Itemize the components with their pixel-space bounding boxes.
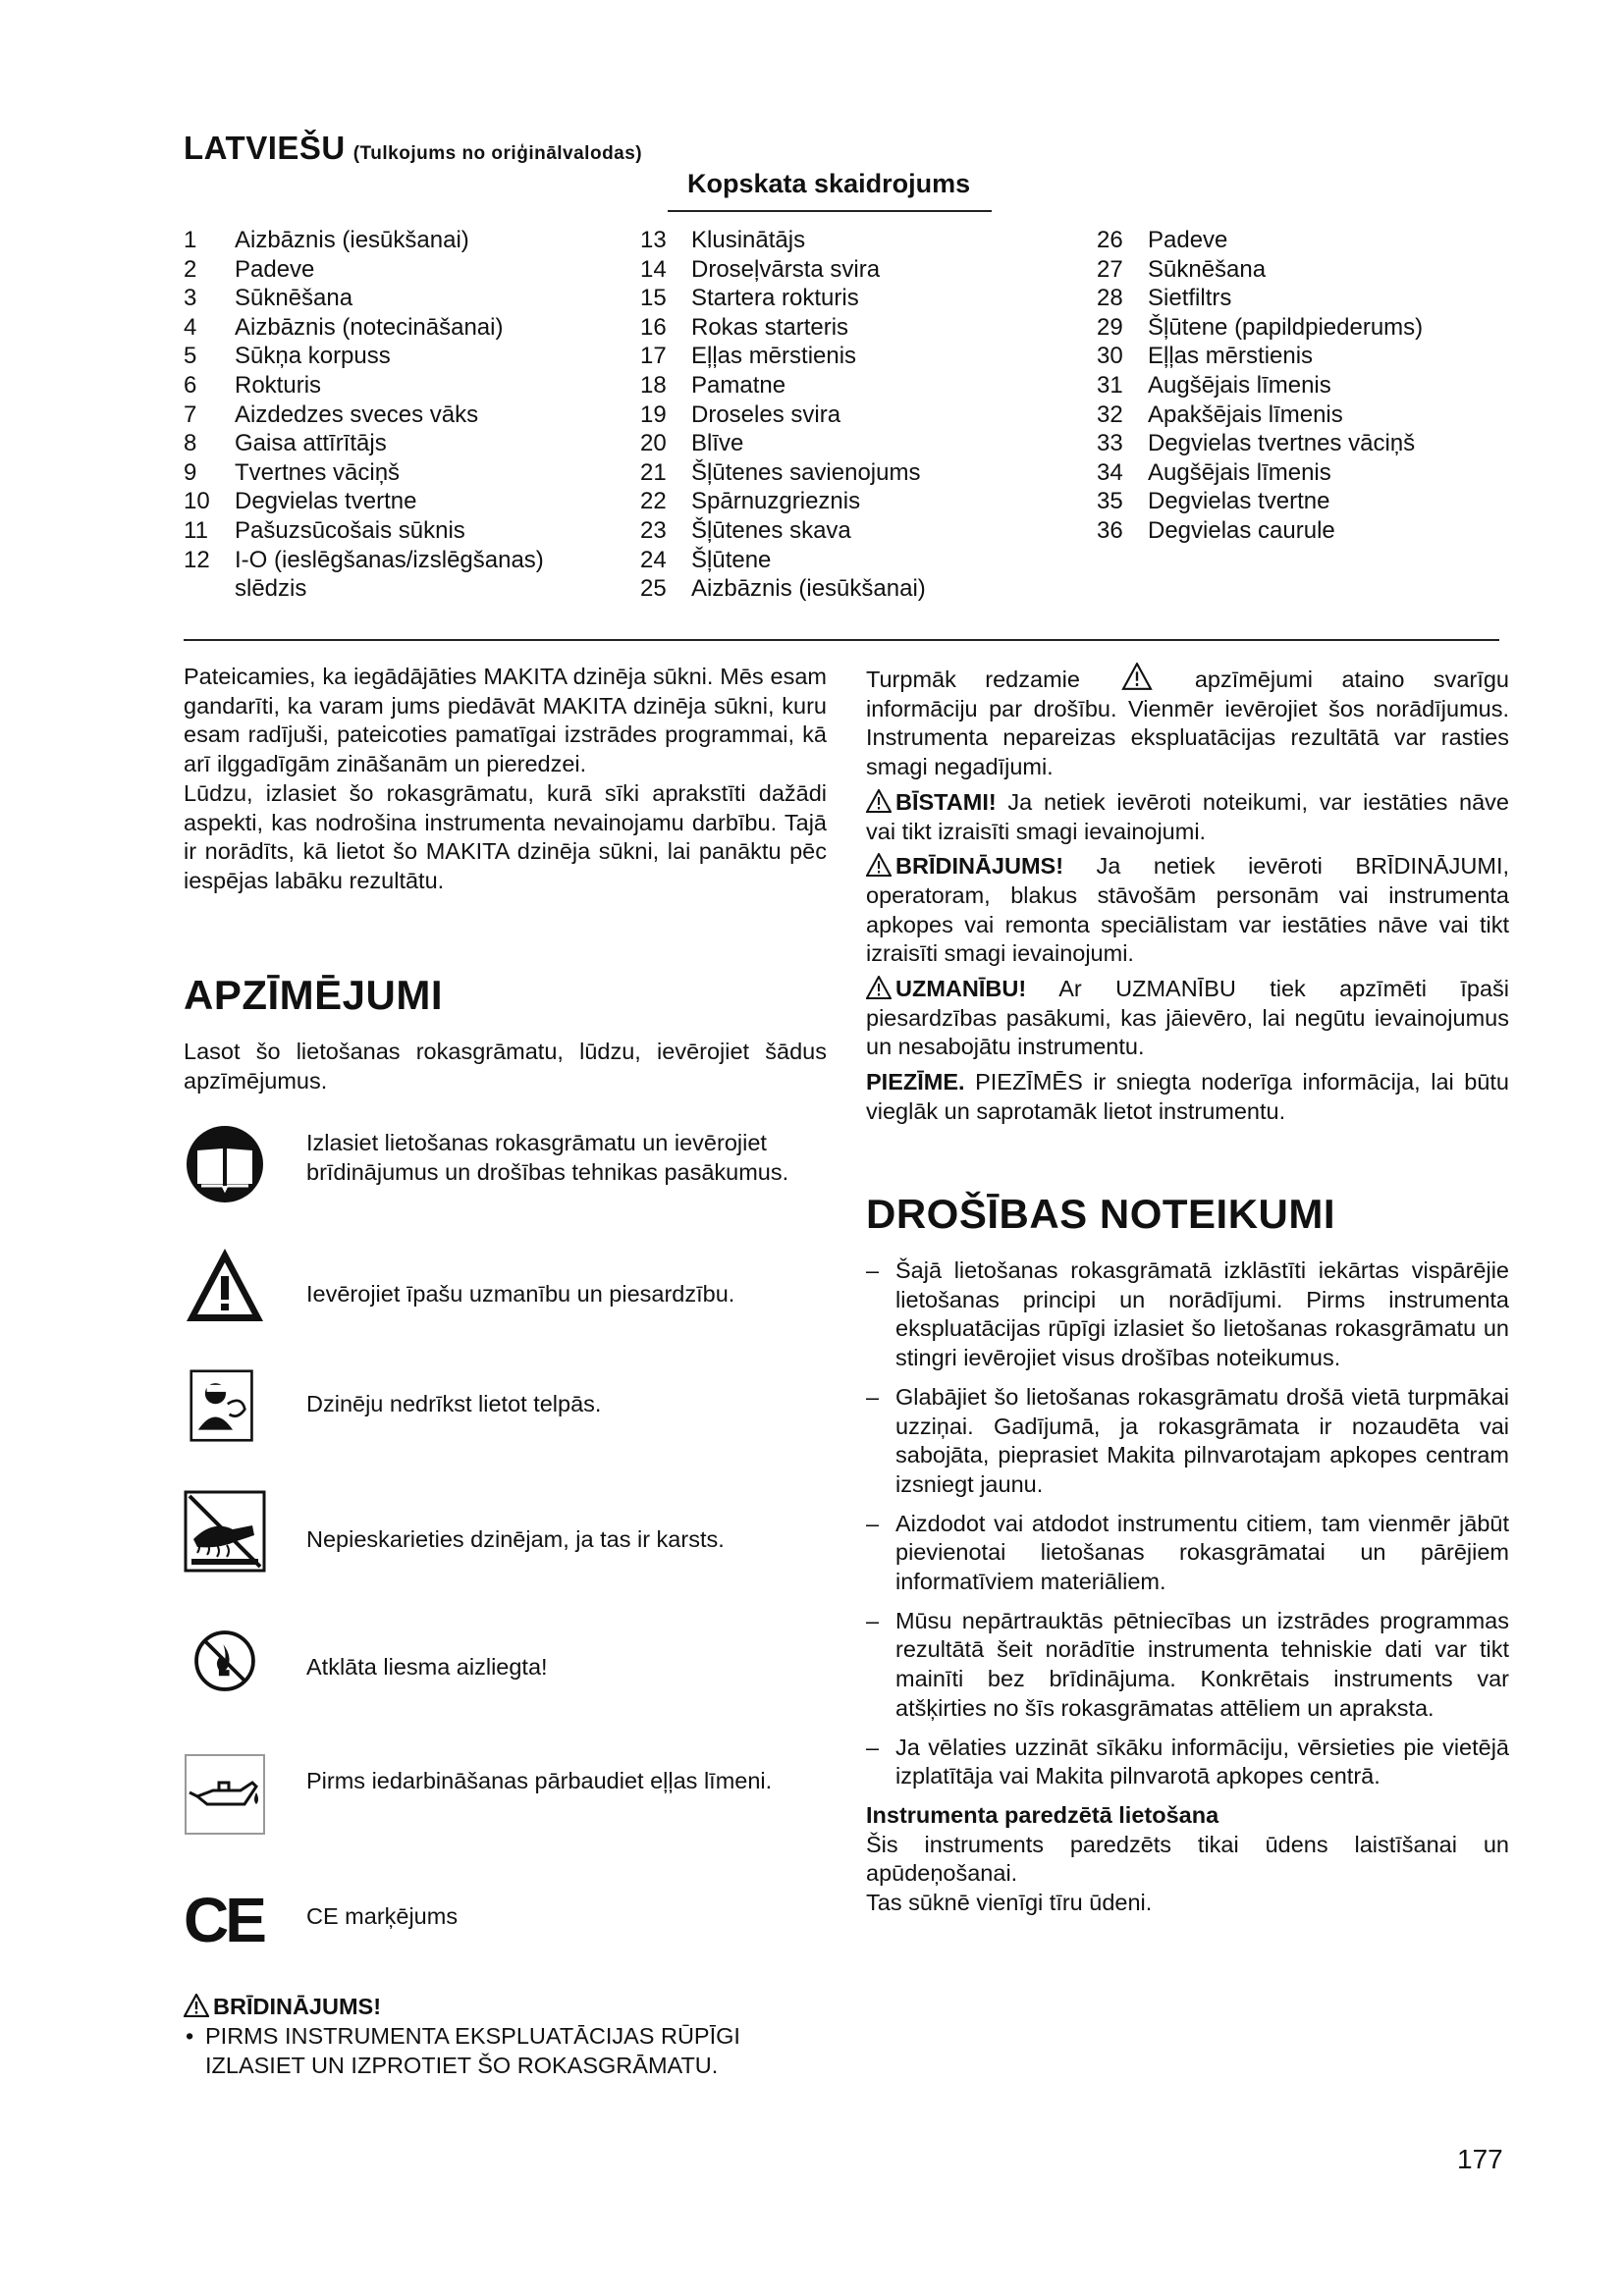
warning-triangle-icon xyxy=(866,789,892,813)
parts-list-col-3 xyxy=(1097,226,1423,546)
bullet-dash: – xyxy=(866,1734,880,1760)
language-title: LATVIEŠU xyxy=(184,130,346,166)
safety-bullet: – Šajā lietošanas rokasgrāmatā izklāstīti iekārtas vispārējie lietošanas principi un norādījumi. Pirms instrumenta ekspluatācijas rūpīgi izlasiet šo lietošanas rokasgrāmatu un stingri ievērojiet visus drošības noteikumus. xyxy=(866,1257,1509,1371)
symbols-intro: Lasot šo lietošanas rokasgrāmatu, lūdzu, ievērojiet šādus apzīmējumus. xyxy=(184,1039,827,1094)
intro-paragraph-1: Pateicamies, ka iegādājāties MAKITA dzinēja sūkni. Mēs esam gandarīti, ka varam jums piedāvāt MAKITA dzinēja sūkni, kuru esam radījuši, pateicoties pamatīgai izstrādes programmai, kā arī ilggadīgām zināšanām un pieredzei. xyxy=(184,664,827,777)
part-item: 24 Šļūtene xyxy=(640,546,772,573)
hot-surface-icon xyxy=(184,1490,266,1573)
part-item: slēdzis xyxy=(235,575,307,603)
parts-list-col-1 xyxy=(184,226,544,604)
bullet-dash: – xyxy=(866,1607,880,1633)
signal-words-section xyxy=(866,663,1509,1127)
part-item: 26 Padeve xyxy=(1097,227,1228,253)
part-item: 28 Sietfiltrs xyxy=(1097,285,1232,312)
overview-title: Kopskata skaidrojums xyxy=(687,169,971,198)
translation-note: (Tulkojums no oriģinālvalodas) xyxy=(352,143,643,164)
caution-label: UZMANĪBU! xyxy=(895,976,1027,1002)
caution-triangle-icon xyxy=(184,1245,266,1327)
part-item: 19 Droseles svira xyxy=(640,400,841,428)
part-item: 9 Tvertnes vāciņš xyxy=(184,458,401,486)
note-label: PIEZĪME. xyxy=(866,1069,965,1095)
part-item: 29 Šļūtene (papildpiederums) xyxy=(1097,313,1424,341)
symbol-row xyxy=(184,1629,822,1712)
warning-triangle-icon xyxy=(866,853,892,877)
safety-bullet: – Aizdodot vai atdodot instrumentu citiem, tam vienmēr jābūt pievienotai lietošanas rokasgrāmatai un pārējiem informatīviem materiāliem. xyxy=(866,1510,1509,1595)
warning-label: BRĪDINĀJUMS! xyxy=(895,853,1064,880)
symbols-heading: APZĪMĒJUMI xyxy=(184,972,444,1018)
no-indoor-use-icon xyxy=(189,1364,262,1447)
part-item: 18 Pamatne xyxy=(640,371,786,399)
part-item: 2 Padeve xyxy=(184,255,315,283)
intro-text xyxy=(184,663,827,896)
bullet-dash: – xyxy=(866,1383,880,1410)
part-item: 30 Eļļas mērstienis xyxy=(1097,343,1314,370)
symbol-description: Dzinēju nedrīkst lietot telpās. xyxy=(306,1391,602,1416)
part-item: 20 Blīve xyxy=(640,430,744,457)
part-item: 16 Rokas starteris xyxy=(640,313,849,341)
part-item: 11 Pašuzsūcošais sūknis xyxy=(184,516,465,544)
part-item: 36 Degvielas caurule xyxy=(1097,516,1335,544)
ce-mark-icon: CE xyxy=(184,1885,263,1955)
warning-heading xyxy=(184,1994,381,2020)
safety-bullet-list xyxy=(866,1256,1509,1918)
symbol-description: Nepieskarieties dzinējam, ja tas ir karsts. xyxy=(306,1526,725,1552)
warning-label: BRĪDINĀJUMS! xyxy=(213,1994,382,2019)
part-item: 15 Startera rokturis xyxy=(640,285,859,312)
symbol-row xyxy=(184,1490,822,1578)
symbol-row xyxy=(184,1364,822,1453)
intended-use-heading: Instrumenta paredzētā lietošana xyxy=(866,1801,1219,1828)
signal-intro: Turpmāk redzamie apzīmējumi ataino svarīgu informāciju par drošību. Vienmēr ievērojiet šos norādījumus. Instrumenta nepareizas ekspluatācijas rezultātā var rasties smagi negadījumi. xyxy=(866,663,1509,782)
part-item: 4 Aizbāznis (notecināšanai) xyxy=(184,313,504,341)
symbol-row xyxy=(184,1245,822,1333)
intro-paragraph-2: Lūdzu, izlasiet šo rokasgrāmatu, kurā sīki aprakstīti dažādi aspekti, kas nodrošina instrumenta nevainojamu darbību. Tajā ir norādīts, kā lietot šo MAKITA dzinēja sūkni, lai panāktu pēc iespējas labāku rezultātu. xyxy=(184,779,827,893)
symbol-row xyxy=(184,1885,822,1953)
part-item: 34 Augšējais līmenis xyxy=(1097,458,1331,486)
safety-heading: DROŠĪBAS NOTEIKUMI xyxy=(866,1191,1336,1237)
part-item: 12 I-O (ieslēgšanas/izslēgšanas) xyxy=(184,546,544,573)
safety-bullet: – Ja vēlaties uzzināt sīkāku informāciju, vērsieties pie vietējā izplatītāja vai Makita pilnvarotā apkopes centrā. xyxy=(866,1734,1509,1789)
part-item: 7 Aizdedzes sveces vāks xyxy=(184,400,479,428)
caution-paragraph: UZMANĪBU! Ar UZMANĪBU tiek apzīmēti īpaši piesardzības pasākumi, kas jāievēro, lai negūtu ievainojumus un nesabojātu instrumentu. xyxy=(866,976,1510,1060)
bullet-dash: – xyxy=(866,1257,880,1283)
parts-list-col-2 xyxy=(640,226,926,604)
part-item: 21 Šļūtenes savienojums xyxy=(640,458,921,486)
warning-triangle-icon xyxy=(1120,663,1154,690)
part-item: 32 Apakšējais līmenis xyxy=(1097,400,1343,428)
part-item: 27 Sūknēšana xyxy=(1097,255,1267,283)
symbol-description: Pirms iedarbināšanas pārbaudiet eļļas līmeni. xyxy=(306,1768,773,1793)
page-number: 177 xyxy=(1457,2144,1503,2174)
part-item: 35 Degvielas tvertne xyxy=(1097,488,1330,515)
part-item: 13 Klusinātājs xyxy=(640,227,806,253)
safety-bullet: – Glabājiet šo lietošanas rokasgrāmatu drošā vietā turpmākai uzziņai. Gadījumā, ja rokasgrāmata ir nozaudēta vai sabojāta, pieprasiet Makita pilnvarotajam apkopes centram izsniegt jaunu. xyxy=(866,1383,1509,1497)
warning-triangle-icon xyxy=(184,1994,209,2017)
no-open-flame-icon xyxy=(193,1629,256,1692)
note-paragraph: PIEZĪME. PIEZĪMĒS ir sniegta noderīga informācija, lai būtu vieglāk un saprotamāk lietot instrumentu. xyxy=(866,1069,1510,1124)
part-item: 6 Rokturis xyxy=(184,371,322,399)
danger-paragraph: BĪSTAMI! Ja netiek ievēroti noteikumi, var iestāties nāve vai tikt izraisīti smagi ievainojumi. xyxy=(866,788,1510,844)
part-item: 31 Augšējais līmenis xyxy=(1097,371,1331,399)
part-item: 5 Sūkņa korpuss xyxy=(184,343,391,370)
language-heading xyxy=(184,130,642,167)
part-item: 23 Šļūtenes skava xyxy=(640,516,851,544)
warning-triangle-icon xyxy=(866,976,892,999)
warning-paragraph: BRĪDINĀJUMS! Ja netiek ievēroti BRĪDINĀJUMI, operatoram, blakus stāvošām personām vai instrumenta apkopes vai remonta speciālistam var iestāties nāve vai tikt izraisīti smagi ievainojumi. xyxy=(866,853,1510,967)
part-item: 14 Droseļvārsta svira xyxy=(640,255,881,283)
check-oil-icon xyxy=(184,1753,266,1836)
warning-bullet xyxy=(184,2022,827,2080)
intended-use-paragraph-1: Šis instruments paredzēts tikai ūdens laistīšanai un apūdeņošanai. xyxy=(866,1831,1509,1887)
part-item: 25 Aizbāznis (iesūkšanai) xyxy=(640,575,926,603)
part-item: 17 Eļļas mērstienis xyxy=(640,343,857,370)
symbol-row xyxy=(184,1753,822,1842)
safety-bullet: – Mūsu nepārtrauktās pētniecības un izstrādes programmas rezultātā šeit norādītie instrumenta tehniskie dati var tikt mainīti bez brīdinājuma. Konkrētais instruments var atšķirties no šīs rokasgrāmatas attēliem un apraksta. xyxy=(866,1607,1509,1721)
symbol-description: Ievērojiet īpašu uzmanību un piesardzību. xyxy=(306,1281,735,1307)
read-manual-icon xyxy=(184,1123,266,1205)
overview-underline xyxy=(668,210,992,212)
part-item: 8 Gaisa attīrītājs xyxy=(184,430,387,457)
symbol-row xyxy=(184,1123,822,1211)
part-item: 10 Degvielas tvertne xyxy=(184,488,417,515)
symbol-description: Atklāta liesma aizliegta! xyxy=(306,1654,548,1680)
part-item: 3 Sūknēšana xyxy=(184,285,353,312)
bullet-dot: • xyxy=(186,2023,194,2049)
part-item: 22 Spārnuzgrieznis xyxy=(640,488,861,515)
part-item: 33 Degvielas tvertnes vāciņš xyxy=(1097,430,1416,457)
part-item: 1 Aizbāznis (iesūkšanai) xyxy=(184,227,469,253)
warning-text: PIRMS INSTRUMENTA EKSPLUATĀCIJAS RŪPĪGI IZLASIET UN IZPROTIET ŠO ROKASGRĀMATU. xyxy=(205,2023,740,2078)
bullet-dash: – xyxy=(866,1510,880,1536)
symbol-description: Izlasiet lietošanas rokasgrāmatu un ievērojiet brīdinājumus un drošības tehnikas pasākumus. xyxy=(306,1130,789,1185)
danger-label: BĪSTAMI! xyxy=(895,788,997,815)
intended-use-paragraph-2: Tas sūknē vienīgi tīru ūdeni. xyxy=(866,1890,1153,1916)
symbol-description: CE marķējums xyxy=(306,1903,459,1929)
section-divider xyxy=(184,639,1499,641)
